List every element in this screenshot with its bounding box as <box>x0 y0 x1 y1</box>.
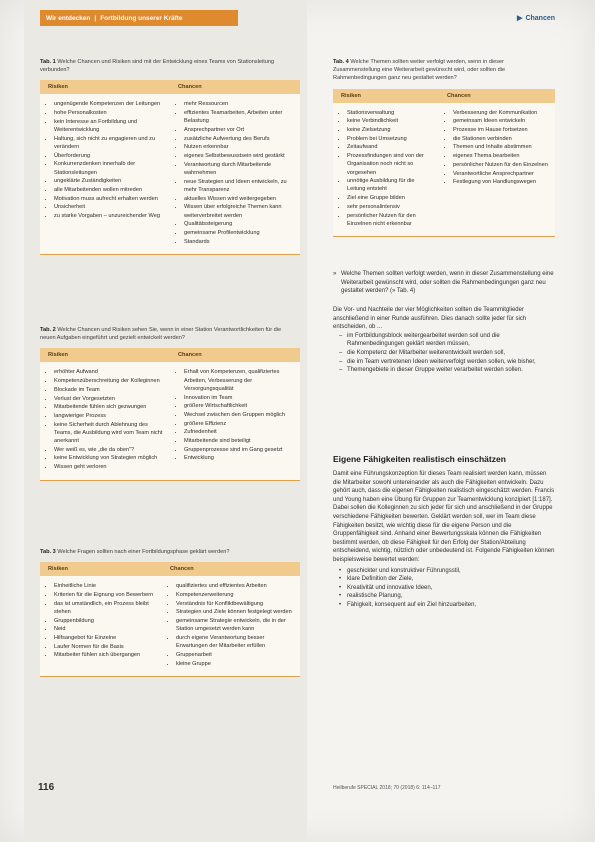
footer-reference: Heilberufe SPECIAL 2018; 70 (2018) 6: 114–117 <box>333 785 441 791</box>
table-3-head-chances: Chancen <box>170 566 194 573</box>
list-item: • kleine Gruppe <box>176 660 294 668</box>
list-item: • alle Mitarbeitenden wollen mitreden <box>54 186 164 194</box>
table-4-chances-list <box>439 109 555 229</box>
list-item: • Mitarbeitende fühlen sich gezwungen <box>54 403 164 411</box>
table-2-bottom-rule <box>40 480 300 481</box>
list-item: • größere Effizienz <box>184 420 294 428</box>
table-2-body <box>40 362 300 479</box>
table-1-caption <box>40 58 300 74</box>
list-item: • Wissen geht verloren <box>54 463 164 471</box>
table-1-label: Tab. 1 <box>40 59 56 65</box>
table-3-chances-list <box>162 582 300 668</box>
table-2-label: Tab. 2 <box>40 327 56 333</box>
list-item: • Motivation muss aufrecht erhalten werden <box>54 195 164 203</box>
list-item: • neue Strategien und Ideen entwickeln, zu mehr Transparenz <box>184 178 294 194</box>
list-item: • Verständnis für Konfliktbewältigung <box>176 600 294 608</box>
table-2-chances-list <box>170 368 300 471</box>
list-item: • keine Verbindlichkeit <box>347 117 433 125</box>
list-item: • Ansprechpartner vor Ort <box>184 126 294 134</box>
list-item: • Konkurrenzdenken innerhalb der Stationsleitungen <box>54 160 164 176</box>
table-3-head-risks: Risiken <box>48 566 68 573</box>
list-item: • Themen und Inhalte abstimmen <box>453 143 549 151</box>
list-item: • gemeinsame Strategie entwickeln, die in der Station umgesetzt werden kann <box>176 617 294 633</box>
table-1-chances-list <box>170 100 300 246</box>
list-item: • Verlust der Vorgesetzten <box>54 395 164 403</box>
table-2-risks-list <box>40 368 170 471</box>
list-item: • zu starke Vorgaben – unzureichender Weg <box>54 212 164 220</box>
table-3-caption <box>40 548 300 556</box>
list-item: • Prozesse im Hause fortsetzen <box>453 126 549 134</box>
section-header-tab <box>40 10 238 26</box>
list-item: • Mitarbeitende sind beteiligt <box>184 437 294 445</box>
list-item: • langwieriger Prozess <box>54 412 164 420</box>
list-item: • Entwicklung <box>184 454 294 462</box>
list-item: – Themengebiete in dieser Gruppe weiter verarbeitet werden sollen. <box>341 366 555 375</box>
list-item: • keine Entwicklung von Strategien möglich <box>54 454 164 462</box>
list-item: • Gruppenarbeit <box>176 651 294 659</box>
table-4-head-chances: Chancen <box>447 92 471 99</box>
list-item: • qualifiziertes und effizientes Arbeiten <box>176 582 294 590</box>
list-item: • kein Interesse an Fortbildung und Weiterentwicklung <box>54 118 164 134</box>
list-item: • erhöhter Aufwand <box>54 368 164 376</box>
list-item: • ungenügende Kompetenzen der Leitungen <box>54 100 164 108</box>
list-item: • Mitarbeiter fühlen sich übergangen <box>54 651 156 659</box>
table-2-head-chances: Chancen <box>178 352 202 359</box>
header-right-text: Chancen <box>525 14 555 22</box>
table-2-header <box>40 348 300 362</box>
list-item: • Neid <box>54 625 156 633</box>
list-item: • Kreativität und innovative Ideen, <box>341 584 555 593</box>
list-item: • realistische Planung, <box>341 592 555 601</box>
subsection-title: Fortbildung unserer Kräfte <box>100 14 183 22</box>
list-item: • Gruppenprozesse sind im Gang gesetzt <box>184 446 294 454</box>
list-item: • durch eigene Verantwortung besser Erwartungen der Mitarbeiter erfüllen <box>176 634 294 650</box>
table-3-bottom-rule <box>40 676 300 677</box>
table-2-head-risks: Risiken <box>48 352 68 359</box>
list-item: • Nutzen erkennbar <box>184 143 294 151</box>
abilities-paragraph <box>333 470 555 610</box>
discussion-paragraph <box>333 306 555 375</box>
arrow-right-icon: ▶ <box>517 15 523 22</box>
list-item: • gemeinsam Ideen entwickeln <box>453 117 549 125</box>
table-4 <box>333 58 555 237</box>
list-item: • Erhalt von Kompetenzen, qualifiziertes Arbeiten, Verbesserung der Versorgungsqualität <box>184 368 294 393</box>
list-item: • Zufriedenheit <box>184 428 294 436</box>
list-item: • Einheitliche Linie <box>54 582 156 590</box>
abilities-intro: Damit eine Führungskonzeption für dieses Team realisiert werden kann, müssen die Mitarbeiter sowohl untereinander als auch die Fähigkeiten entwickeln. Dazu gehört auch, dass die eigenen Fähigkeiten realistisch eingeschätzt werden. Francis und Young haben eine Übung für Gruppen zur Teamentwicklung konzipiert [1:187]. Dabei sollen die Kolleginnen zu sich jeder für sich und anschließend in der Gruppe verschiedene Fähigkeiten bewerten. Geklärt werden soll, wer im Team diese Fähigkeiten besitzt, wie wichtig diese für die eigene Person und die Gruppenfähigkeit sind. Anhand einer Bewertungsskala können die Fähigkeiten bestimmt werden, ob diese Fähigkeit für den Erfolg der Station/Abteilung entscheidend, wichtig, nützlich oder unbedeutend ist. Folgende Fähigkeiten können beispielsweise bewertet werden: <box>333 471 555 563</box>
table-3-header <box>40 562 300 576</box>
list-item: • keine Sicherheit durch Ablehnung des Teams, die Ausbildung wird vom Team nicht anerkannt <box>54 421 164 446</box>
table-4-bottom-rule <box>333 236 555 237</box>
question-text: Welche Themen sollten verfolgt werden, wenn in dieser Zusammenstellung eine Weiterarbeit gewünscht wird, oder sollten die Rahmenbedingungen ganz neu gestaltet werden? (» Tab. 4) <box>341 271 554 295</box>
list-item: • Qualitätssteigerung <box>184 220 294 228</box>
table-4-header <box>333 89 555 103</box>
separator: | <box>94 14 97 22</box>
list-item: • Kriterien für die Eignung von Bewerbern <box>54 591 156 599</box>
list-item: • Verantwortliche Ansprechpartner <box>453 170 549 178</box>
list-item: • sehr personalintensiv <box>347 203 433 211</box>
list-item: • Überforderung <box>54 152 164 160</box>
list-item: • mehr Ressourcen <box>184 100 294 108</box>
table-1-head-chances: Chancen <box>178 84 202 91</box>
list-item: • Standards <box>184 238 294 246</box>
list-item: • Innovation im Team <box>184 394 294 402</box>
section-title: Wir entdecken <box>46 14 91 22</box>
list-item: • Unsicherheit <box>54 203 164 211</box>
list-item: • Blockade im Team <box>54 386 164 394</box>
table-1-risks-list <box>40 100 170 246</box>
list-item: – die Kompetenz der Mitarbeiter weiterentwickelt werden soll, <box>341 349 555 358</box>
list-item: • zusätzliche Aufwertung des Berufs <box>184 135 294 143</box>
list-item: • klare Definition der Ziele, <box>341 575 555 584</box>
table-2 <box>40 326 300 481</box>
table-1-caption-text: Welche Chancen und Risiken sind mit der Entwicklung eines Teams von Stationsleitung verbunden? <box>40 59 275 74</box>
table-1-bottom-rule <box>40 254 300 255</box>
list-item: • Gruppenbildung <box>54 617 156 625</box>
list-item: • persönlicher Nutzen für den Einzelnen nicht erkennbar <box>347 212 433 228</box>
list-item: • Wechsel zwischen den Gruppen möglich <box>184 411 294 419</box>
list-item: • Verantwortung durch Mitarbeitende wahrnehmen <box>184 161 294 177</box>
list-item: – die im Team vertretenen Ideen weiterverfolgt werden sollen, wie bisher, <box>341 358 555 367</box>
list-item: • das ist umständlich, ein Prozess bleibt stehen <box>54 600 156 616</box>
table-4-risks-list <box>333 109 439 229</box>
list-item: • effizientes Teamarbeiten, Arbeiten unter Belastung <box>184 109 294 125</box>
table-4-caption <box>333 58 555 83</box>
table-1 <box>40 58 300 255</box>
table-4-body <box>333 103 555 237</box>
table-2-caption <box>40 326 300 342</box>
table-3 <box>40 548 300 677</box>
table-4-caption-text: Welche Themen sollten weiter verfolgt werden, wenn in dieser Zusammenstellung eine Weiterarbeit gewünscht wird, oder sollten die Rahmenbedingungen ganz neu gestaltet werden? <box>333 59 506 82</box>
list-item: • Stationsverwaltung <box>347 109 433 117</box>
bullet-marker: » <box>333 271 337 277</box>
list-item: • persönlicher Nutzen für den Einzelnen <box>453 161 549 169</box>
list-item: • die Stationen verbinden <box>453 135 549 143</box>
question-bullet <box>333 270 555 296</box>
table-4-label: Tab. 4 <box>333 59 349 65</box>
table-1-header <box>40 80 300 94</box>
table-1-head-risks: Risiken <box>48 84 68 91</box>
list-item: • hohe Personalkosten <box>54 109 164 117</box>
list-item: • Strategien und Ziele können festgelegt werden <box>176 608 294 616</box>
table-1-body <box>40 94 300 254</box>
list-item: • Kompetenzerweiterung <box>176 591 294 599</box>
list-item: • Zeitaufwand <box>347 143 433 151</box>
list-item: • Wissen über erfolgreiche Themen kann weiterverbreitet werden <box>184 203 294 219</box>
list-item: • Wer weiß es, wie „die da oben“? <box>54 446 164 454</box>
list-item: • keine Zielsetzung <box>347 126 433 134</box>
table-3-risks-list <box>40 582 162 668</box>
table-2-caption-text: Welche Chancen und Risiken sehen Sie, wenn in einer Station Verantwortlichkeiten für die neuen Aufgaben eingeführt und gezielt entwickelt werden? <box>40 327 282 342</box>
table-4-head-risks: Risiken <box>341 92 361 99</box>
discussion-intro: Die Vor- und Nachteile der vier Möglichkeiten sollten die Teammitglieder anschließend in einer Runde ausführen. Dies danach sollte jeder für sich entscheiden, ob ... <box>333 307 527 331</box>
list-item: • eigenes Selbstbewusstsein wird gestärkt <box>184 152 294 160</box>
list-item: • unnötige Ausbildung für die Leitung entsteht <box>347 177 433 193</box>
list-item: • ungeklärte Zuständigkeiten <box>54 177 164 185</box>
list-item: • eigenes Thema bearbeiten <box>453 152 549 160</box>
list-item: • geschickter und konstruktiver Führungsstil, <box>341 567 555 576</box>
list-item: • Festlegung von Handlungswegen <box>453 178 549 186</box>
list-item: • Problem bei Umsetzung <box>347 135 433 143</box>
section-subheading: Eigene Fähigkeiten realistisch einschätzen <box>333 454 506 464</box>
page-number: 116 <box>38 782 55 793</box>
list-item: • Laufer Normen für die Basis <box>54 643 156 651</box>
header-right-label <box>517 14 555 22</box>
list-item: • größere Wirtschaftlichkeit <box>184 402 294 410</box>
table-3-label: Tab. 3 <box>40 549 56 555</box>
table-3-body <box>40 576 300 676</box>
abilities-list <box>333 567 555 610</box>
list-item: • Ziel eine Gruppe bilden <box>347 194 433 202</box>
list-item: • Haltung, sich nicht zu engagieren und zu verändern <box>54 135 164 151</box>
list-item: • Verbesserung der Kommunikation <box>453 109 549 117</box>
list-item: • Kompetenzüberschreitung der Kolleginnen <box>54 377 164 385</box>
list-item: • gemeinsame Profilentwicklung <box>184 229 294 237</box>
list-item: • Hilfsangebot für Einzelne <box>54 634 156 642</box>
list-item: • Fähigkeit, konsequent auf ein Ziel hinzuarbeiten, <box>341 601 555 610</box>
list-item: – im Fortbildungsblock weitergearbeitet werden soll und die Rahmenbedingungen geklärt werden müssen, <box>341 332 555 349</box>
discussion-list <box>333 332 555 375</box>
table-3-caption-text: Welche Fragen sollten nach einer Fortbildungsphase geklärt werden? <box>57 549 230 555</box>
list-item: • aktuelles Wissen wird weitergegeben <box>184 195 294 203</box>
list-item: • Prozessfindungen sind von der Organisation noch nicht so vorgesehen <box>347 152 433 177</box>
